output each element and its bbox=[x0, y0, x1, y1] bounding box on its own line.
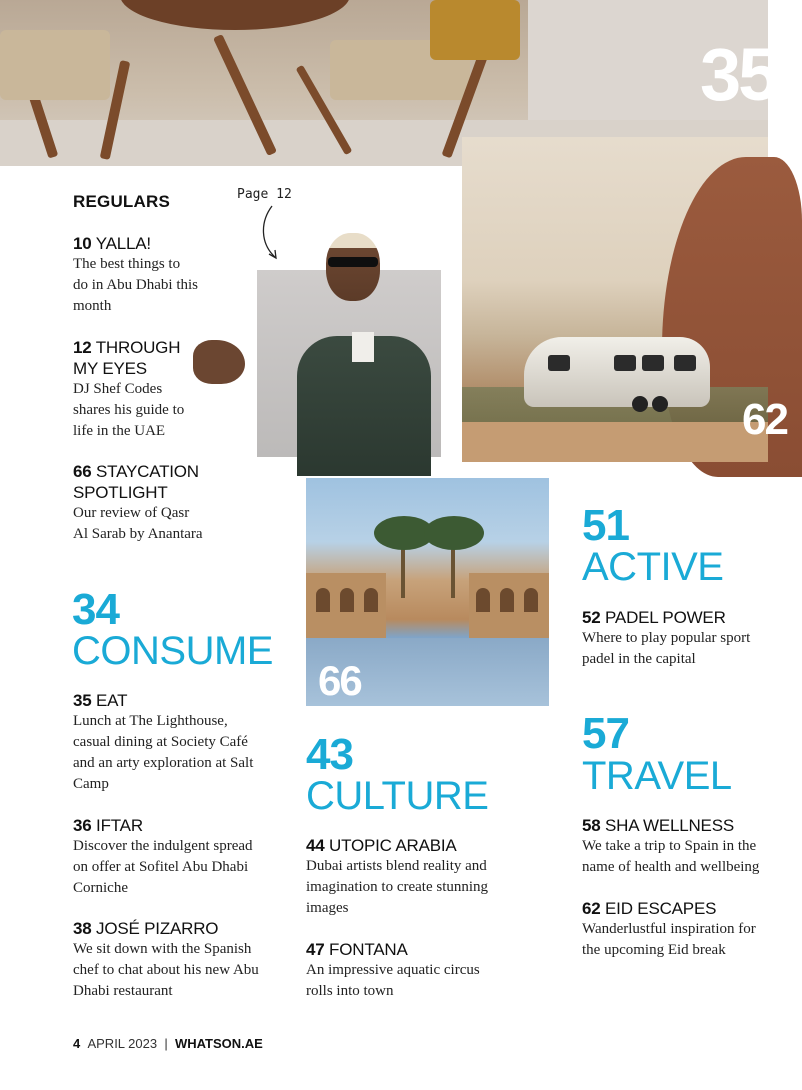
item-title: 66 STAYCATION bbox=[73, 462, 199, 481]
consume-item-jose-pizarro[interactable] bbox=[73, 918, 293, 1002]
item-description: Where to play popular sport padel in the capital bbox=[582, 630, 751, 667]
item-title: 12 THROUGH bbox=[73, 338, 181, 357]
airstream-desert-photo bbox=[462, 137, 768, 456]
dj-head bbox=[326, 233, 380, 301]
item-title: 35 EAT bbox=[73, 691, 128, 710]
item-description: We sit down with the Spanish chef to chat about his new Abu Dhabi restaurant bbox=[73, 941, 259, 999]
item-title: 47 FONTANA bbox=[306, 940, 408, 959]
item-description: Dubai artists blend reality and imagination to create stunning images bbox=[306, 858, 489, 916]
culture-section-title: CULTURE bbox=[306, 774, 489, 818]
regular-item-staycation[interactable] bbox=[73, 461, 273, 545]
photo-page-number-35: 35 bbox=[700, 33, 777, 116]
culture-item-fontana[interactable] bbox=[306, 939, 536, 1002]
item-description: Lunch at The Lighthouse, casual dining at Society Café and an arty exploration at Salt Camp bbox=[73, 713, 254, 792]
travel-section-title: TRAVEL bbox=[582, 754, 732, 798]
item-description: The best things to do in Abu Dhabi this month bbox=[73, 256, 199, 314]
footer-separator: | bbox=[164, 1036, 168, 1051]
regulars-heading: REGULARS bbox=[73, 192, 170, 211]
regular-item-yalla[interactable] bbox=[73, 233, 243, 317]
active-section-number: 51 bbox=[582, 501, 629, 550]
item-description: An impressive aquatic circus rolls into town bbox=[306, 962, 480, 999]
consume-item-eat[interactable] bbox=[73, 690, 293, 795]
item-title: 38 JOSÉ PIZARRO bbox=[73, 919, 219, 938]
item-title: 52 PADEL POWER bbox=[582, 608, 726, 627]
item-title: 62 EID ESCAPES bbox=[582, 899, 717, 918]
active-item-padel-power[interactable] bbox=[582, 607, 768, 670]
active-section-title: ACTIVE bbox=[582, 545, 724, 589]
item-description: We take a trip to Spain in the name of health and wellbeing bbox=[582, 838, 760, 875]
page-callout: Page 12 bbox=[237, 187, 292, 202]
culture-item-utopic-arabia[interactable] bbox=[306, 835, 536, 919]
item-description: DJ Shef Codes shares his guide to life in the UAE bbox=[73, 381, 185, 439]
photo-page-number-62: 62 bbox=[742, 395, 787, 444]
consume-section-number: 34 bbox=[72, 585, 119, 634]
regular-item-through-my-eyes[interactable] bbox=[73, 337, 243, 442]
page-footer bbox=[73, 1036, 263, 1051]
culture-section-number: 43 bbox=[306, 730, 353, 779]
item-title: 10 YALLA! bbox=[73, 234, 151, 253]
item-title: 58 SHA WELLNESS bbox=[582, 816, 734, 835]
footer-issue-date: APRIL 2023 bbox=[87, 1036, 158, 1051]
item-description: Discover the indulgent spread on offer at Sofitel Abu Dhabi Corniche bbox=[73, 838, 253, 896]
consume-item-iftar[interactable] bbox=[73, 815, 293, 899]
item-title: 36 IFTAR bbox=[73, 816, 143, 835]
item-title-line2: MY EYES bbox=[73, 359, 147, 378]
footer-website[interactable]: WHATSON.AE bbox=[174, 1036, 263, 1051]
item-description: Wanderlustful inspiration for the upcoming Eid break bbox=[582, 921, 756, 958]
travel-item-sha-wellness[interactable] bbox=[582, 815, 768, 878]
travel-item-eid-escapes[interactable] bbox=[582, 898, 768, 961]
travel-section-number: 57 bbox=[582, 709, 629, 758]
consume-section-title: CONSUME bbox=[72, 629, 273, 673]
callout-arrow-icon bbox=[258, 204, 288, 264]
footer-page-number: 4 bbox=[73, 1036, 81, 1051]
item-title-line2: SPOTLIGHT bbox=[73, 483, 168, 502]
photo-page-number-66: 66 bbox=[318, 657, 361, 704]
item-description: Our review of Qasr Al Sarab by Anantara bbox=[73, 505, 203, 542]
item-title: 44 UTOPIC ARABIA bbox=[306, 836, 457, 855]
